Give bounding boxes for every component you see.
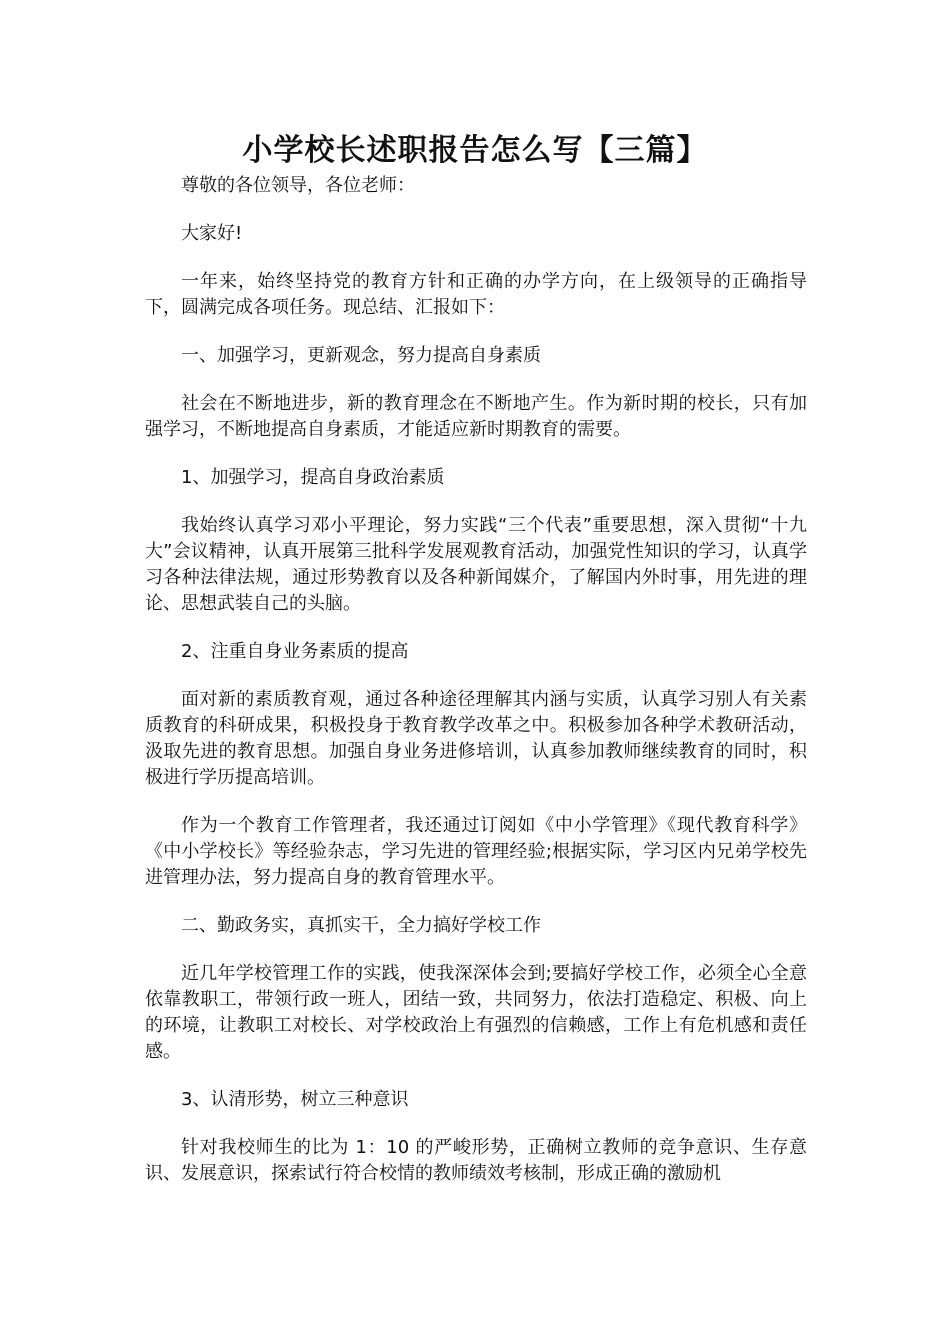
paragraph-greeting: 大家好! [181,223,243,244]
paragraph-intro: 一年来，始终坚持党的教育方针和正确的办学方向，在上级领导的正确指导下，圆满完成各项任务。现总结、汇报如下： [145,271,807,318]
paragraph-salutation: 尊敬的各位领导，各位老师： [181,175,415,196]
subsection-heading-1: 1、加强学习，提高自身政治素质 [181,467,445,488]
paragraph: 作为一个教育工作管理者，我还通过订阅如《中小学管理》《现代教育科学》《中小学校长》等经验杂志，学习先进的管理经验;根据实际，学习区内兄弟学校先进管理办法，努力提高自身的教育管理水平。 [145,815,807,888]
document-body [145,173,807,1209]
paragraph: 近几年学校管理工作的实践，使我深深体会到;要搞好学校工作，必须全心全意依靠教职工，带领行政一班人，团结一致，共同努力，依法打造稳定、积极、向上的环境，让教职工对校长、对学校政治上有强烈的信赖感，工作上有危机感和责任感。 [145,963,807,1062]
paragraph: 社会在不断地进步，新的教育理念在不断地产生。作为新时期的校长，只有加强学习，不断地提高自身素质，才能适应新时期教育的需要。 [145,393,807,440]
paragraph: 我始终认真学习邓小平理论，努力实践“三个代表”重要思想，深入贯彻“十九大”会议精神，认真开展第三批科学发展观教育活动，加强党性知识的学习，认真学习各种法律法规，通过形势教育以及各种新闻媒介，了解国内外时事，用先进的理论、思想武装自己的头脑。 [145,515,807,614]
paragraph: 针对我校师生的比为 1：10 的严峻形势，正确树立教师的竞争意识、生存意识、发展意识，探索试行符合校情的教师绩效考核制，形成正确的激励机 [145,1137,807,1184]
document-title: 小学校长述职报告怎么写【三篇】 [242,133,708,168]
paragraph: 面对新的素质教育观，通过各种途径理解其内涵与实质，认真学习别人有关素质教育的科研成果，积极投身于教育教学改革之中。积极参加各种学术教研活动，汲取先进的教育思想。加强自身业务进修培训，认真参加教师继续教育的同时，积极进行学历提高培训。 [145,689,807,788]
subsection-heading-3: 3、认清形势，树立三种意识 [181,1089,409,1110]
subsection-heading-2: 2、注重自身业务素质的提高 [181,641,409,662]
section-heading-2: 二、勤政务实，真抓实干，全力搞好学校工作 [181,915,541,936]
section-heading-1: 一、加强学习，更新观念，努力提高自身素质 [181,345,541,366]
